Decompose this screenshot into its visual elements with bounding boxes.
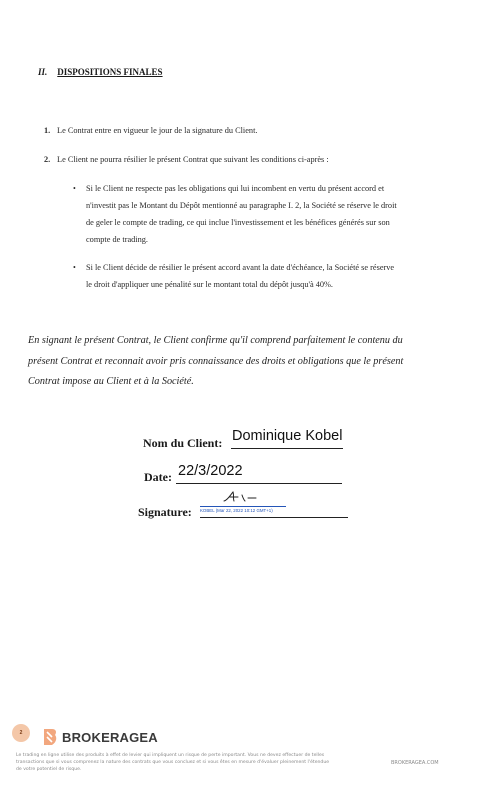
signature-stamp: KOBEL (Mar 22, 2022 10:12 GMT+1) (200, 506, 286, 513)
bullet-icon: • (73, 184, 76, 193)
footer-website-link[interactable]: BROKERAGEA.COM (391, 760, 439, 766)
section-heading (38, 67, 163, 77)
signature-label: Signature: (138, 505, 192, 519)
page-number-badge (12, 724, 30, 742)
bullet-line: n'investit pas le Montant du Dépôt mentionné au paragraphe I. 2, la Société se réserve le droit (86, 201, 397, 210)
footer-disclaimer (16, 752, 386, 773)
closing-line: En signant le présent Contrat, le Client confirme qu'il comprend parfaitement le contenu du (28, 335, 403, 346)
closing-line: Contrat impose au Client et à la Société. (28, 376, 194, 387)
bullet-line: le droit d'appliquer une pénalité sur le montant total du dépôt jusqu'à 40%. (86, 280, 333, 289)
brand-logo (42, 726, 158, 748)
page-number: 2 (19, 730, 23, 736)
date-line (176, 483, 342, 484)
list-item (44, 122, 464, 139)
bullet-item (73, 259, 466, 293)
date-label: Date: (144, 470, 172, 484)
bullet-line: Si le Client décide de résilier le présent accord avant la date d'échéance, la Société se réserve (86, 263, 395, 272)
brand-logo-icon (42, 728, 58, 746)
bullet-item (73, 180, 466, 248)
section-number: II. (38, 67, 48, 77)
handwritten-signature (222, 490, 258, 504)
list-item (44, 151, 464, 168)
client-name-line (231, 448, 343, 449)
disclaimer-line: transactions que si vous comprenez la nature des contrats que vous concluez et si vous êtes en mesure d'évaluer pleinement l'étendue (16, 760, 330, 765)
item-number: 1. (44, 126, 51, 135)
disclaimer-line: de votre potentiel de risque. (16, 767, 82, 772)
bullet-line: compte de trading. (86, 235, 148, 244)
item-number: 2. (44, 155, 51, 164)
closing-line: présent Contrat et reconnait avoir pris connaissance des droits et obligations que le présent (28, 355, 404, 367)
bullet-line: de geler le compte de trading, ce qui inclue l'investissement et les bénéfices générés sur son (86, 218, 390, 227)
client-name-label: Nom du Client: (143, 436, 223, 450)
signature-line (200, 517, 348, 518)
brand-name: BROKERAGEA (62, 729, 158, 745)
closing-statement (28, 331, 460, 393)
bullet-line: Si le Client ne respecte pas les obligations qui lui incombent en vertu du présent accord et (86, 184, 385, 193)
client-name-value: Dominique Kobel (232, 428, 343, 444)
section-title: DISPOSITIONS FINALES (57, 67, 163, 77)
disclaimer-line: Le trading en ligne utilise des produits à effet de levier qui impliquent un risque de perte important. Vous ne devez effectuer de telles (16, 753, 325, 758)
item-text: Le Contrat entre en vigueur le jour de la signature du Client. (57, 126, 258, 135)
bullet-icon: • (73, 263, 76, 272)
date-value: 22/3/2022 (178, 463, 243, 479)
item-text: Le Client ne pourra résilier le présent Contrat que suivant les conditions ci-après : (57, 155, 329, 164)
